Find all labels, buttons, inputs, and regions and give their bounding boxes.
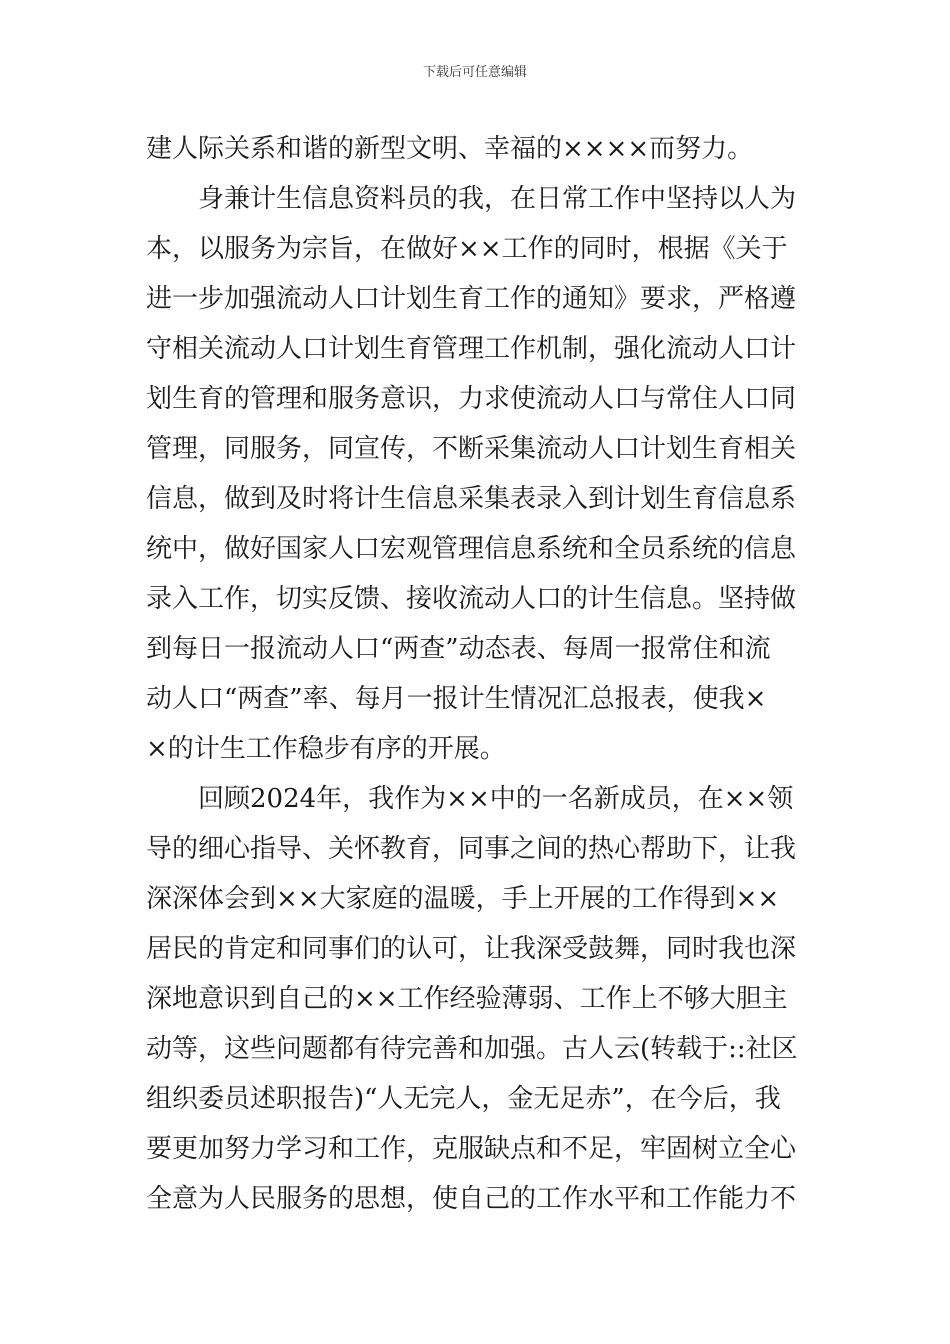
text-line: 建人际关系和谐的新型文明、幸福的××××而努力。 [146,134,754,164]
text-line: 信息，做到及时将计生信息采集表录入到计划生育信息系 [146,484,797,514]
text-line: 回顾2024年，我作为××中的一名新成员，在××领 [146,784,794,814]
document-body [146,124,806,1224]
text-line: 深地意识到自己的××工作经验薄弱、工作上不够大胆主 [146,984,788,1014]
text-line: 居民的肯定和同事们的认可，让我深受鼓舞，同时我也深 [146,934,797,964]
text-line: 划生育的管理和服务意识，力求使流动人口与常住人口同 [146,384,797,414]
text-line: 身兼计生信息资料员的我，在日常工作中坚持以人为 [146,184,797,214]
page-header: 下载后可任意编辑 [422,65,527,80]
text-line: 管理，同服务，同宣传，不断采集流动人口计划生育相关 [146,434,797,464]
text-line: 动人口“两查”率、每月一报计生情况汇总报表，使我× [146,684,767,714]
text-line: 动等，这些问题都有待完善和加强。古人云(转载于::社区 [146,1034,798,1064]
text-line: 守相关流动人口计划生育管理工作机制，强化流动人口计 [146,334,797,364]
text-line: 进一步加强流动人口计划生育工作的通知》要求，严格遵 [146,284,797,314]
text-line: 录入工作，切实反馈、接收流动人口的计生信息。坚持做 [146,584,797,614]
text-line: 要更加努力学习和工作，克服缺点和不足，牢固树立全心 [146,1134,797,1164]
text-line: ×的计生工作稳步有序的开展。 [146,734,506,764]
text-line: 本，以服务为宗旨，在做好××工作的同时，根据《关于 [146,234,788,264]
text-line: 导的细心指导、关怀教育，同事之间的热心帮助下，让我 [146,834,797,864]
text-line: 组织委员述职报告)“人无完人，金无足赤”，在今后，我 [146,1084,781,1114]
text-line: 深深体会到××大家庭的温暖，手上开展的工作得到×× [146,884,780,914]
text-line: 统中，做好国家人口宏观管理信息系统和全员系统的信息 [146,534,797,564]
text-line: 到每日一报流动人口“两查”动态表、每周一报常住和流 [146,634,771,664]
text-line: 全意为人民服务的思想，使自己的工作水平和工作能力不 [146,1184,797,1214]
